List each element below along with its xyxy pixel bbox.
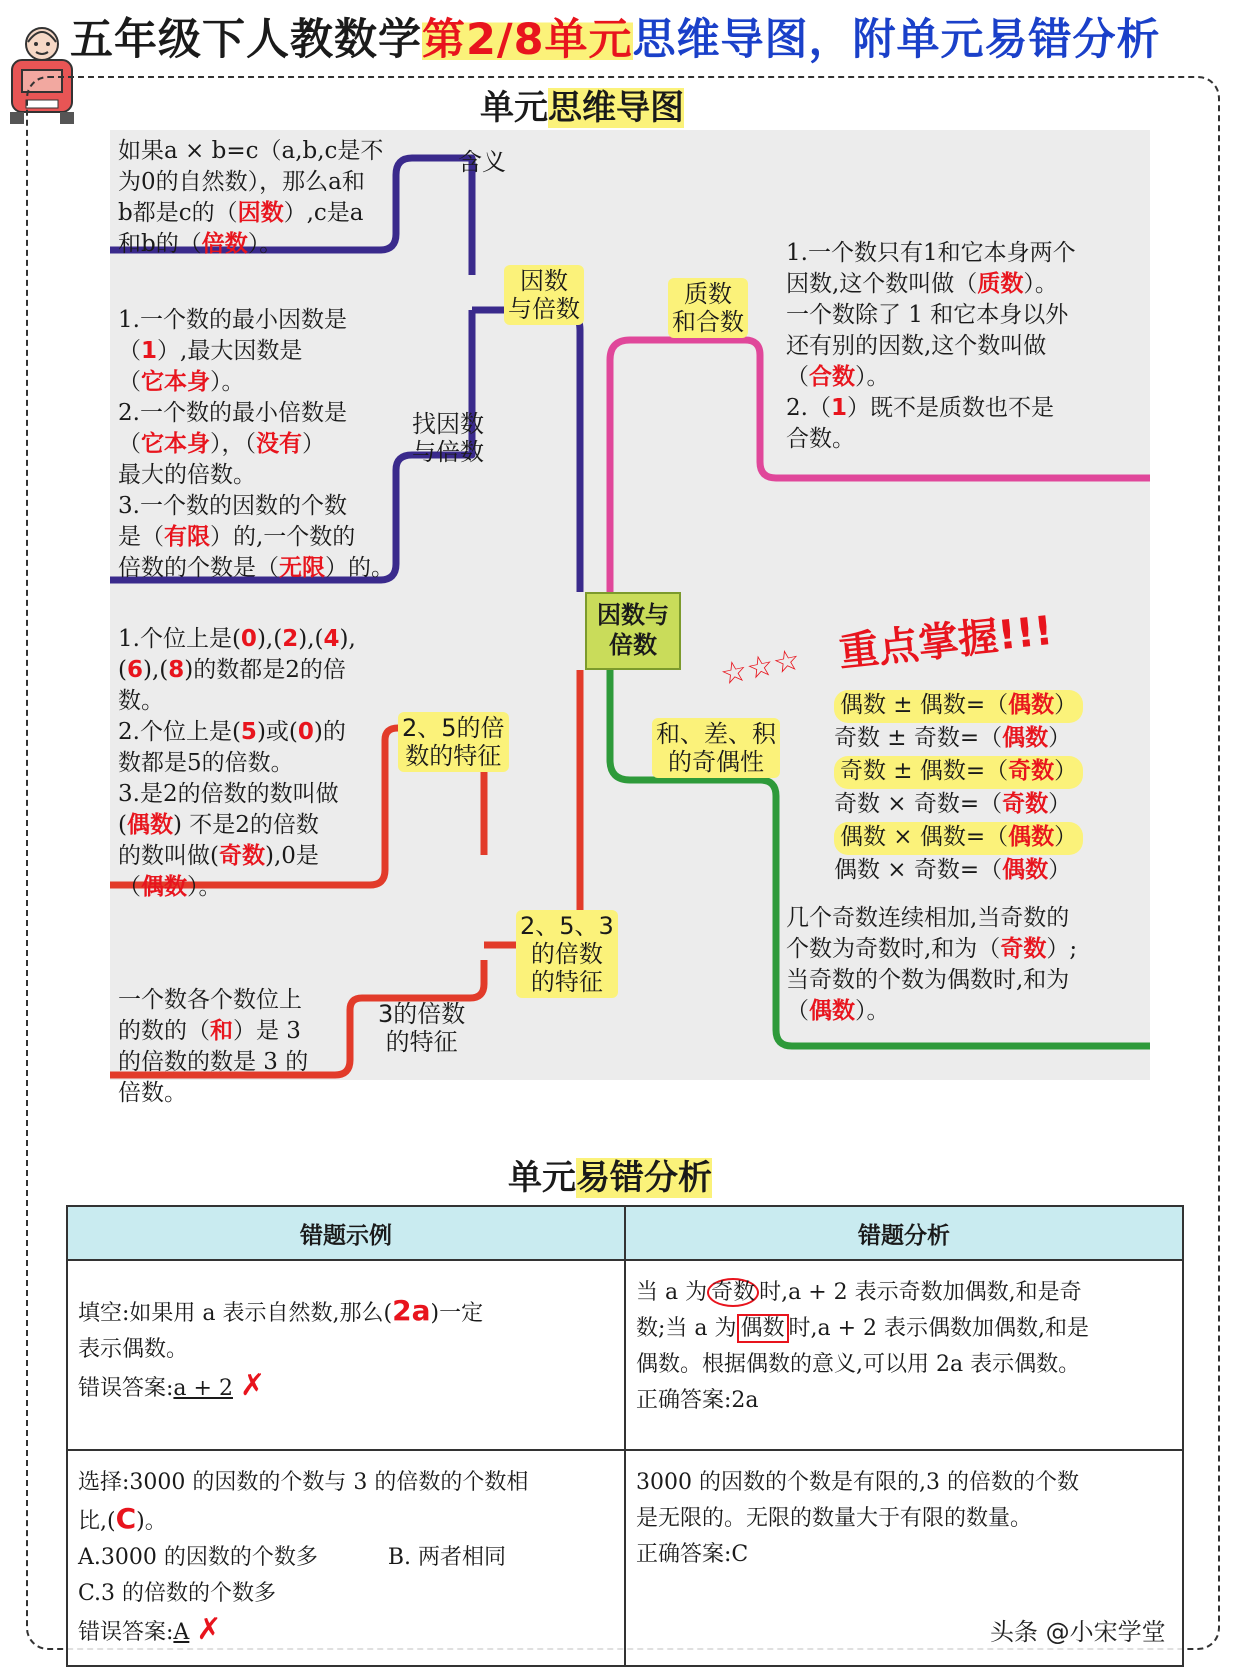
handwritten-answer: 2a: [392, 1294, 431, 1327]
factor-label-1: 因数: [520, 267, 568, 295]
handwritten-answer: 6: [126, 657, 143, 683]
prime-text: [786, 238, 1076, 455]
f25-line: 数都是5的倍数。: [118, 750, 294, 776]
parity-row-holder: [834, 855, 1083, 888]
row1-analysis: [625, 1260, 1183, 1450]
text-line: 填空:如果用 a 表示自然数,那么(: [78, 1301, 393, 1326]
f3-line: ）是 3: [233, 1018, 301, 1044]
handwritten-answer: 没有: [256, 431, 302, 457]
parity-rows: [834, 690, 1083, 888]
parity-label-2: 的奇偶性: [668, 748, 764, 776]
prime-label-1: 质数: [684, 280, 732, 308]
handwritten-answer: 1: [830, 395, 847, 421]
find-line: （: [118, 369, 141, 395]
correct-answer: 正确答案:C: [636, 1542, 749, 1567]
b235-label-3: 的特征: [530, 968, 603, 996]
f25-line: (: [118, 657, 127, 683]
handwritten-answer: 偶数: [141, 874, 187, 900]
find-line: 最大的倍数。: [118, 462, 256, 488]
meaning-line: 为0的自然数），那么a和: [118, 169, 365, 195]
boxed-word: 偶数: [737, 1314, 789, 1343]
handwritten-answer: 偶数: [1002, 725, 1049, 751]
f3-line: 的倍数的数是 3 的: [118, 1049, 309, 1075]
branch-label-factor: [504, 265, 584, 325]
b3-label-1: 3的倍数: [378, 1000, 466, 1028]
branch-label-meaning: 含义: [458, 148, 506, 176]
b25-label-2: 数的特征: [405, 742, 502, 770]
text-line: 偶数。根据偶数的意义,可以用 2a 表示偶数。: [636, 1352, 1081, 1377]
prime-line: ）。: [1023, 271, 1058, 297]
prime-line: 一个数除了 1 和它本身以外: [786, 302, 1069, 328]
handwritten-answer: 无限: [279, 555, 325, 581]
row2-example: [67, 1450, 625, 1666]
parity-row-holder: [834, 690, 1083, 723]
branch-label-find: [412, 410, 484, 466]
title-part2: 第2/8单元: [422, 15, 633, 65]
parity-line: （: [786, 998, 809, 1024]
parity-expr: 奇数 × 奇数=（: [834, 791, 1003, 817]
find-line: 1.一个数的最小因数是: [118, 307, 347, 333]
handwritten-answer: 0: [297, 719, 314, 745]
f25-line: 3.是2的倍数的数叫做: [118, 781, 339, 807]
prime-line: ）既不是质数也不是: [846, 395, 1054, 421]
meaning-text: [118, 136, 383, 260]
handwritten-answer: 偶数: [1002, 857, 1049, 883]
text-line: )。: [136, 1509, 167, 1534]
f3-line: 一个数各个数位上: [118, 987, 302, 1013]
option-a: A.3000 的因数的个数多: [78, 1545, 318, 1570]
handwritten-answer: 奇数: [1000, 936, 1047, 962]
parity-end: ）: [1048, 725, 1072, 751]
prime-line: 合数。: [786, 426, 855, 452]
handwritten-answer: C: [115, 1502, 137, 1535]
column-header-example: 错题示例: [67, 1206, 625, 1260]
b3-label-2: 的特征: [385, 1028, 458, 1056]
parity-end: ）: [1054, 692, 1078, 718]
text-line: 选择:3000 的因数的个数与 3 的倍数的个数相: [78, 1470, 529, 1495]
branch-label-3: [378, 1000, 465, 1056]
handwritten-answer: 偶数: [1008, 692, 1055, 718]
parity-end: ）: [1054, 824, 1078, 850]
parity-row: [834, 855, 1083, 888]
feature3-text: [118, 985, 308, 1109]
parity-end: ）: [1054, 758, 1078, 784]
column-header-analysis: 错题分析: [625, 1206, 1183, 1260]
find-line: ）。: [210, 369, 245, 395]
parity-row: [834, 756, 1083, 789]
find-line: ），（: [210, 431, 256, 457]
prime-line: 还有别的因数,这个数叫做: [786, 333, 1047, 359]
feature25-text: [118, 624, 356, 903]
text-line: 当 a 为: [636, 1280, 708, 1305]
meaning-line: 和b的（: [118, 231, 202, 257]
parity-expr: 偶数 ± 偶数=（: [840, 692, 1009, 718]
handwritten-answer: 质数: [977, 271, 1024, 297]
f3-line: 倍数。: [118, 1080, 187, 1106]
meaning-line: b都是c的（: [118, 200, 238, 226]
meaning-line: ）,c是a: [283, 200, 364, 226]
errors-table: [66, 1205, 1184, 1667]
parity-text: [786, 903, 1077, 1027]
errors-title-b: 易错分析: [576, 1158, 712, 1198]
parity-row: [834, 789, 1083, 822]
b235-label-2: 的倍数: [530, 940, 603, 968]
parity-row-holder: [834, 789, 1083, 822]
parity-row: [834, 723, 1083, 756]
parity-line: 个数为奇数时,和为（: [786, 936, 1001, 962]
parity-row-holder: [834, 822, 1083, 855]
f25-line: ) 不是2的倍数: [172, 812, 319, 838]
title-part1: 五年级下人教数学: [70, 15, 422, 65]
handwritten-answer: 因数: [237, 200, 284, 226]
handwritten-answer: 有限: [164, 524, 210, 550]
parity-row: [834, 690, 1083, 723]
handwritten-answer: 合数: [809, 364, 855, 390]
wrong-answer: a + 2: [173, 1376, 233, 1401]
note-emphasis: 重点掌握!!!: [836, 607, 1055, 677]
f25-line: ),0是: [264, 843, 319, 869]
branch-label-prime: [668, 278, 748, 338]
handwritten-answer: 奇数: [218, 843, 265, 869]
row1-example: [67, 1260, 625, 1450]
handwritten-answer: 偶数: [809, 998, 855, 1024]
handwritten-answer: 它本身: [141, 369, 210, 395]
prime-line: 因数,这个数叫做（: [786, 271, 978, 297]
find-label-2: 与倍数: [412, 438, 484, 466]
meaning-line: 如果a × b=c（a,b,c是不: [118, 138, 384, 164]
f25-line: )的: [313, 719, 346, 745]
handwritten-answer: 1: [141, 338, 158, 364]
f25-line: ）。: [187, 874, 222, 900]
find-line: （: [118, 338, 141, 364]
f25-line: )或(: [256, 719, 298, 745]
prime-line: （: [786, 364, 809, 390]
wrong-mark: ✗: [239, 1368, 266, 1403]
find-line: 是（: [118, 524, 164, 550]
text-line: 时,a + 2 表示偶数加偶数,和是: [788, 1316, 1090, 1341]
title-part3: 思维导图，附单元易错分析: [632, 15, 1161, 65]
f25-line: )的数都是2的倍: [184, 657, 346, 683]
prime-line: ）。: [855, 364, 890, 390]
parity-line: 几个奇数连续相加,当奇数的: [786, 905, 1070, 931]
find-line: 3.一个数的因数的个数: [118, 493, 347, 519]
parity-line: ）;: [1046, 936, 1078, 962]
handwritten-answer: 4: [323, 626, 340, 652]
f25-line: 数。: [118, 688, 164, 714]
errors-header-row: [67, 1206, 1183, 1260]
f25-line: ),(: [256, 626, 283, 652]
handwritten-answer: 0: [240, 626, 257, 652]
handwritten-answer: 5: [240, 719, 257, 745]
find-line: 2.一个数的最小倍数是: [118, 400, 347, 426]
wrong-mark: ✗: [196, 1612, 222, 1647]
f25-line: (: [118, 812, 127, 838]
f25-line: 1.个位上是(: [118, 626, 241, 652]
handwritten-answer: 它本身: [141, 431, 210, 457]
f3-line: 的数的（: [118, 1018, 210, 1044]
errors-section-title: [508, 1150, 712, 1199]
option-b: B. 两者相同: [387, 1545, 507, 1570]
f25-line: ),(: [298, 626, 324, 652]
branch-line-factor: [472, 310, 580, 592]
factor-label-2: 与倍数: [508, 295, 580, 323]
errors-title-a: 单元: [508, 1158, 576, 1198]
circled-word: 奇数: [707, 1278, 759, 1307]
parity-expr: 偶数 × 奇数=（: [834, 857, 1003, 883]
center-node: [585, 592, 681, 670]
watermark: 头条 @小宋学堂: [990, 1618, 1166, 1646]
text-line: 比,(: [78, 1509, 116, 1534]
handwritten-answer: 2: [282, 626, 299, 652]
branch-label-parity: [652, 718, 780, 778]
parity-expr: 奇数 ± 奇数=（: [834, 725, 1003, 751]
text-line: )一定: [430, 1301, 484, 1326]
meaning-line: ）。: [247, 231, 283, 257]
parity-label-1: 和、差、积: [656, 720, 776, 748]
section-title-b: 思维导图: [548, 88, 684, 128]
handwritten-answer: 和: [210, 1018, 233, 1044]
b235-label-1: 2、5、3: [520, 912, 614, 940]
f25-line: （: [118, 874, 141, 900]
parity-line: 当奇数的个数为偶数时,和为: [786, 967, 1070, 993]
f25-line: ),: [339, 626, 356, 652]
table-row: [67, 1260, 1183, 1450]
parity-line: ）。: [855, 998, 890, 1024]
handwritten-answer: 偶数: [1008, 824, 1055, 850]
section-title-a: 单元: [480, 88, 548, 128]
parity-expr: 奇数 ± 偶数=（: [840, 758, 1009, 784]
find-line: ）,最大因数是: [157, 338, 303, 364]
find-text: [118, 305, 394, 584]
option-c: C.3 的倍数的个数多: [78, 1581, 277, 1606]
branch-label-235: [516, 910, 618, 998]
find-line: ）: [302, 431, 325, 457]
text-line: 表示偶数。: [78, 1337, 189, 1362]
prime-label-2: 和合数: [672, 308, 744, 336]
b25-label-1: 2、5的倍: [402, 714, 505, 742]
parity-row: [834, 822, 1083, 855]
parity-row-holder: [834, 723, 1083, 756]
find-line: ）的。: [325, 555, 394, 581]
handwritten-answer: 奇数: [1002, 791, 1049, 817]
handwritten-answer: 倍数: [201, 231, 248, 257]
text-line: 错误答案:: [78, 1620, 174, 1645]
text-line: 时,a + 2 表示奇数加偶数,和是奇: [759, 1280, 1082, 1305]
star-marks: ☆☆☆: [717, 641, 804, 694]
handwritten-answer: 8: [168, 657, 185, 683]
parity-end: ）: [1048, 857, 1072, 883]
prime-line: 1.一个数只有1和它本身两个: [786, 240, 1076, 266]
branch-label-25: [398, 712, 509, 772]
f25-line: 的数叫做(: [118, 843, 219, 869]
wrong-answer: A: [173, 1620, 190, 1645]
find-label-1: 找因数: [412, 410, 484, 438]
find-line: （: [118, 431, 141, 457]
find-line: 倍数的个数是（: [118, 555, 279, 581]
prime-line: 2.（: [786, 395, 831, 421]
f25-line: 2.个位上是(: [118, 719, 241, 745]
text-line: 是无限的。无限的数量大于有限的数量。: [636, 1506, 1033, 1531]
f25-line: ),(: [143, 657, 169, 683]
center-line2: 倍数: [609, 631, 657, 659]
parity-end: ）: [1048, 791, 1072, 817]
find-line: ）的,一个数的: [210, 524, 356, 550]
handwritten-answer: 奇数: [1008, 758, 1055, 784]
text-line: 数;当 a 为: [636, 1316, 737, 1341]
handwritten-answer: 偶数: [126, 812, 173, 838]
parity-expr: 偶数 × 偶数=（: [840, 824, 1009, 850]
correct-answer: 正确答案:2a: [636, 1388, 759, 1413]
text-line: 3000 的因数的个数是有限的,3 的倍数的个数: [636, 1470, 1079, 1495]
center-line1: 因数与: [597, 601, 669, 629]
text-line: 错误答案:: [78, 1376, 174, 1401]
parity-row-holder: [834, 756, 1083, 789]
